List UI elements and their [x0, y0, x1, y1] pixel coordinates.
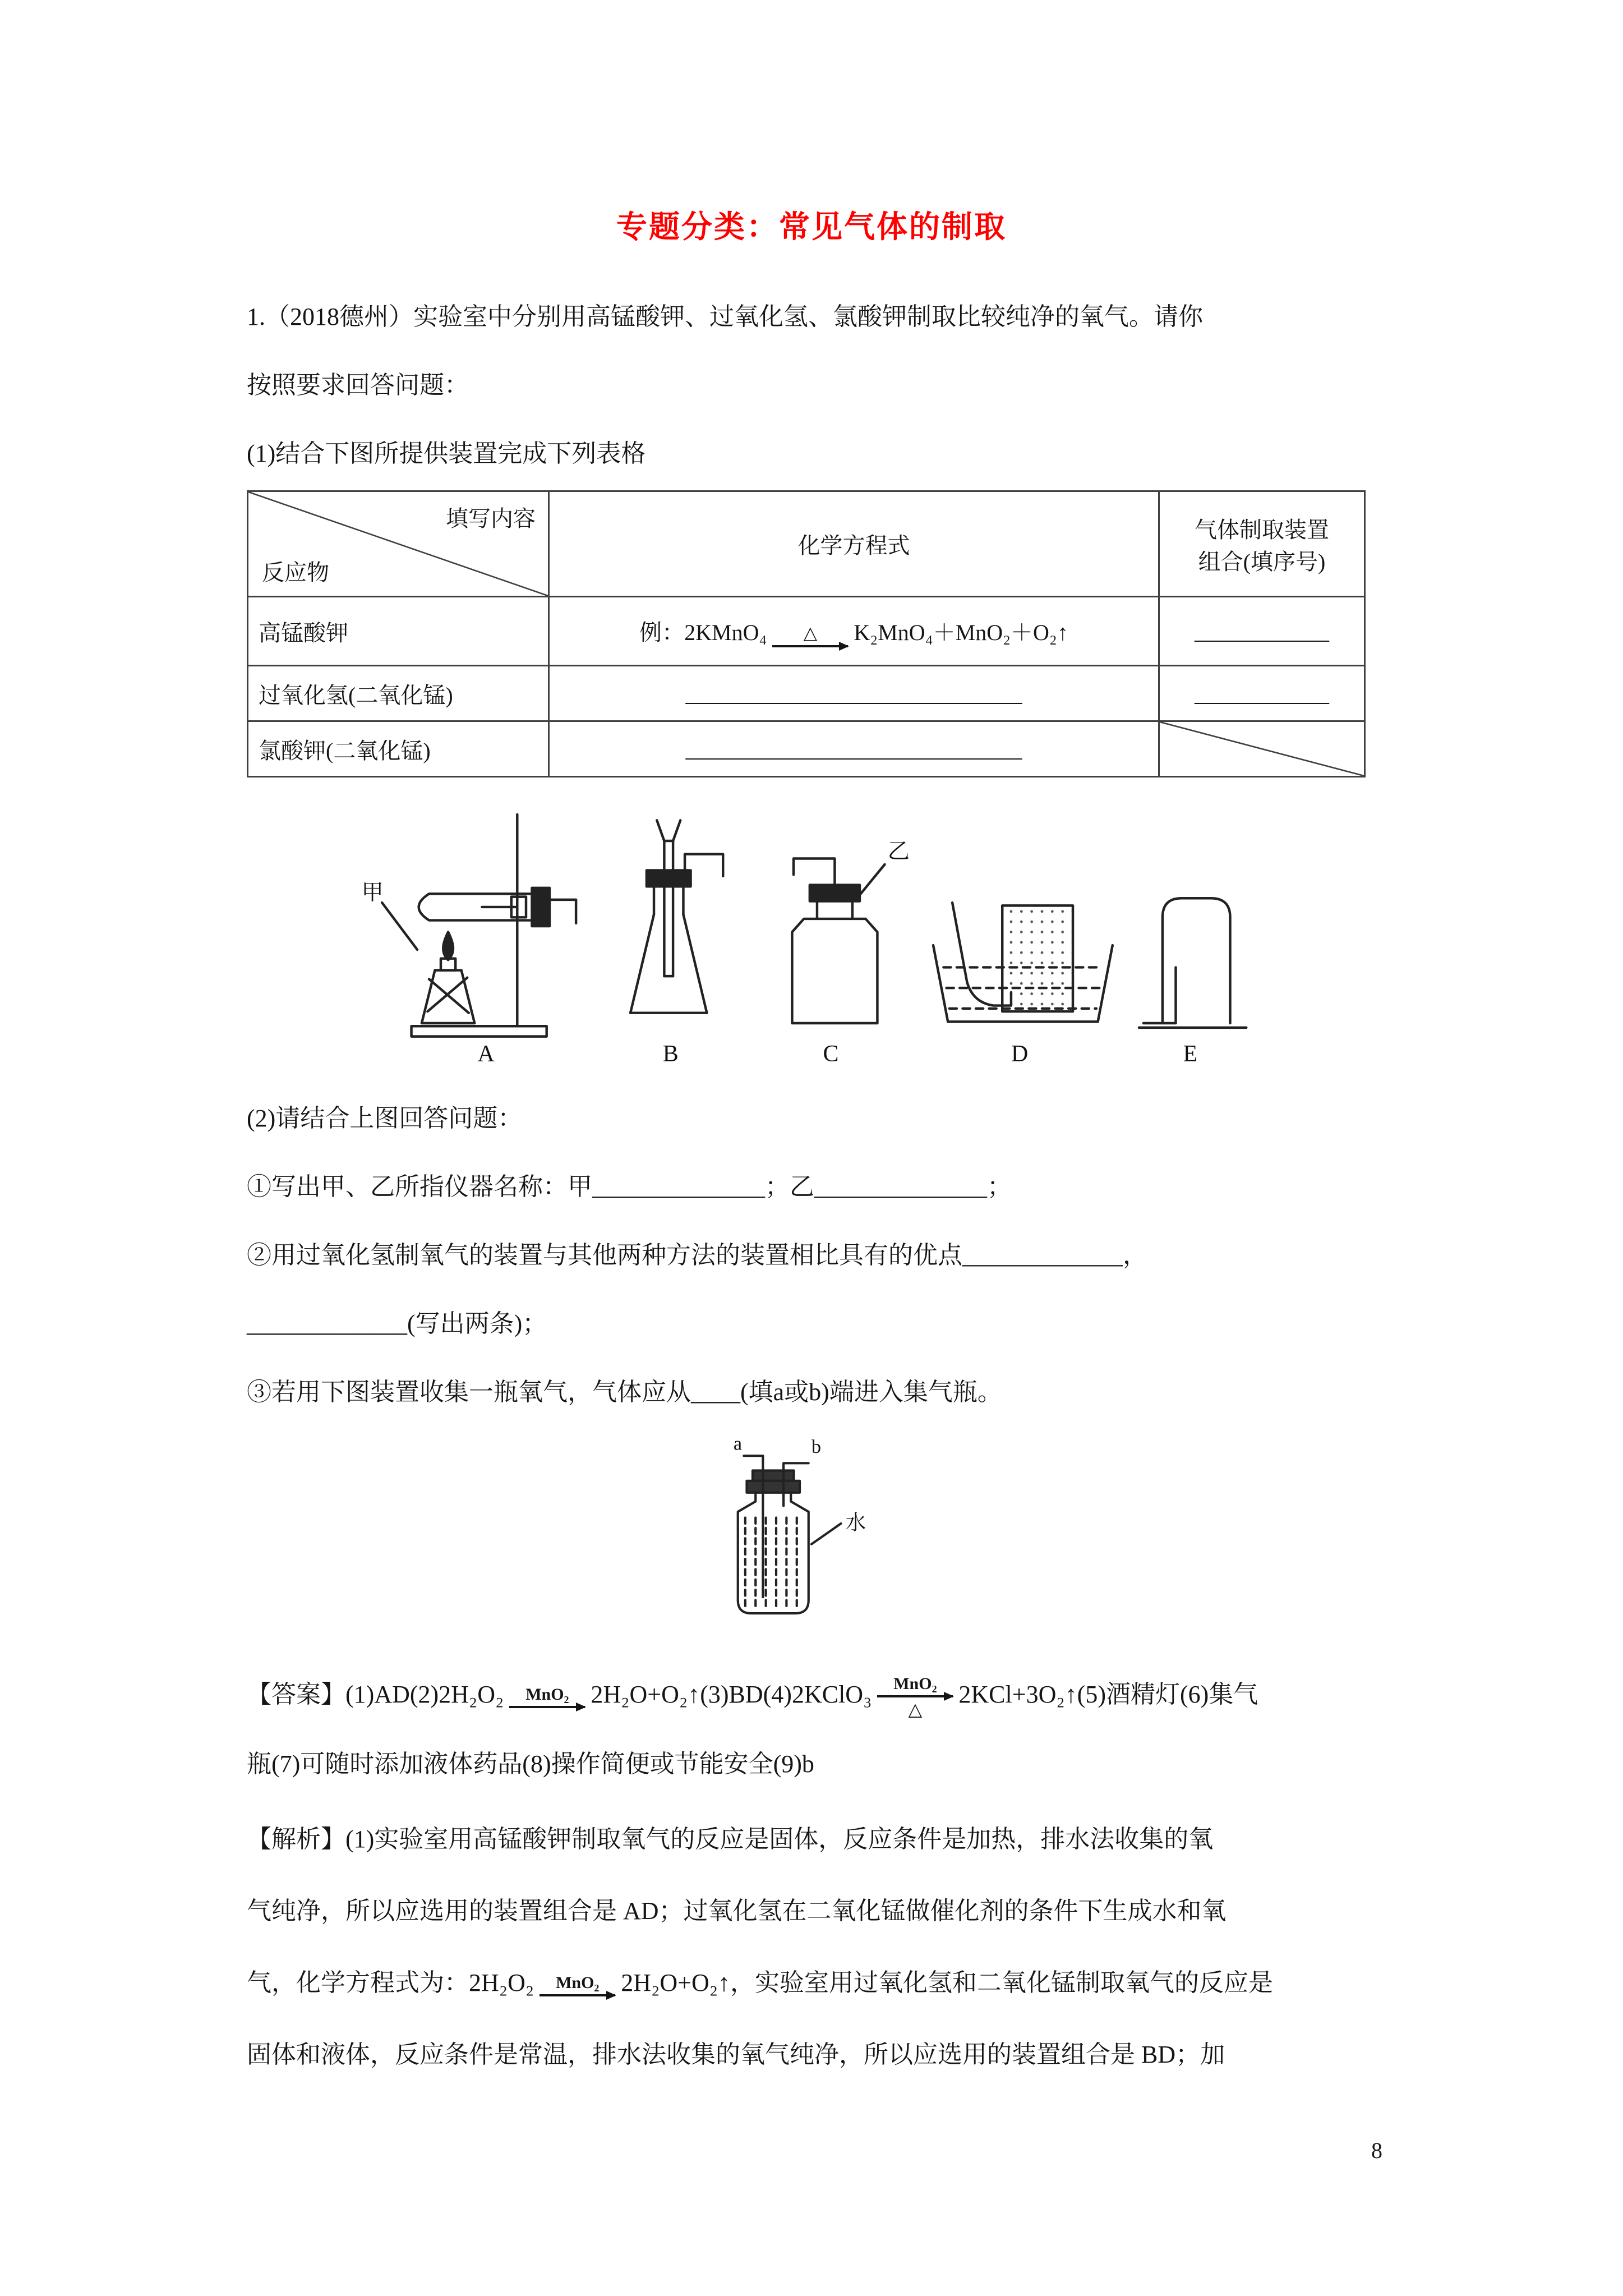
apparatus-a-heating-setup [382, 815, 576, 1037]
lamp-flame [443, 932, 453, 960]
part2-q2-line1: ②用过氧化氢制氧气的装置与其他两种方法的装置相比具有的优点_____________， [247, 1241, 1147, 1269]
tube-a-label: a [733, 1433, 743, 1455]
flask-stopper [647, 870, 691, 886]
reaction-arrow-mno2 [509, 1685, 585, 1708]
arrow-line [540, 1994, 615, 1996]
answer-section [247, 1660, 1376, 1799]
page-title: 专题分类：常见气体的制取 [616, 210, 1007, 244]
answer-seg3: 2KCl+3O₂↑(5)酒精灯(6)集气 [958, 1681, 1258, 1708]
bottle-stopper-band-2 [747, 1481, 800, 1493]
arrow-line [509, 1706, 585, 1708]
device-column-header [1159, 491, 1365, 597]
corner-label-top: 填写内容 [446, 506, 536, 531]
apparatus-figure [247, 806, 1364, 1070]
reaction-arrow-mno2 [540, 1973, 615, 1996]
tube-b-label: b [811, 1436, 822, 1457]
analysis-line3-seg2: 2H₂O+O₂↑，实验室用过氧化氢和二氧化锰制取氧气的反应是 [621, 1969, 1274, 1996]
apparatus-letter-a: A [477, 1041, 495, 1068]
arrow-condition-delta: △ [908, 1699, 923, 1719]
table-header-row [248, 491, 1365, 597]
apparatus-letter-c: C [823, 1041, 839, 1068]
answer-seg1: 【答案】(1)AD(2)2H₂O₂ [247, 1681, 504, 1708]
apparatus-b-flask-funnel [630, 820, 723, 1013]
collection-bottle-figure [694, 1432, 929, 1646]
device-header-line1: 气体制取装置 [1195, 517, 1329, 542]
equation-example-products: K₂MnO₄＋MnO₂＋O₂↑ [854, 620, 1068, 646]
question-intro [247, 283, 1376, 488]
arrow-condition-mno2: MnO₂ [893, 1674, 937, 1693]
test-tube-stopper [532, 888, 549, 926]
arrow-condition-mno2: MnO₂ [525, 1685, 569, 1704]
reactant-h2o2: 过氧化氢(二氧化锰) [248, 666, 549, 721]
equation-column-header: 化学方程式 [549, 491, 1159, 597]
water-label: 水 [845, 1511, 866, 1534]
reactant-kmno4: 高锰酸钾 [248, 597, 549, 666]
table-row-kmno4 [248, 597, 1365, 666]
answer-line-1 [247, 1660, 1376, 1729]
reactant-kclo3: 氯酸钾(二氧化锰) [248, 721, 549, 777]
apparatus-d-water-trough [933, 903, 1113, 1022]
page-number: 8 [1371, 2138, 1382, 2163]
blank-underline: ______________________________ [685, 736, 1022, 762]
arrow-condition-delta: △ [803, 622, 818, 643]
label-yi: 乙 [887, 839, 910, 864]
corner-label-bottom: 反应物 [262, 560, 329, 585]
bottle-stopper [810, 885, 860, 901]
answer-line-2: 瓶(7)可随时添加液体药品(8)操作简便或节能安全(9)b [247, 1750, 814, 1778]
table-row-kclo3 [248, 721, 1365, 777]
equation-blank-cell-1 [549, 666, 1159, 721]
part1-caption: (1)结合下图所提供装置完成下列表格 [247, 440, 646, 467]
equation-blank-cell-2 [549, 721, 1159, 777]
analysis-line-4: 固体和液体，反应条件是常温，排水法收集的氧气纯净，所以应选用的装置组合是 BD；加 [247, 2041, 1225, 2068]
arrow-condition-mno2: MnO₂ [556, 1973, 600, 1993]
part2-heading: (2)请结合上图回答问题： [247, 1105, 523, 1132]
bottle-stopper-band-1 [753, 1470, 794, 1480]
analysis-line3-seg1: 气，化学方程式为：2H₂O₂ [247, 1969, 534, 1996]
funnel-top [657, 820, 680, 841]
equation-example-reactant: 2KMnO₄ [684, 620, 767, 646]
apparatus-letter-b: B [662, 1041, 679, 1068]
blank-underline: ______________________________ [685, 680, 1022, 706]
arrow-line [772, 645, 848, 647]
intro-line-2: 按照要求回答问题： [247, 371, 469, 399]
analysis-line-3 [247, 1947, 1376, 2019]
apparatus-c-gas-bottle [792, 858, 884, 1023]
intro-line-1: 1.（2018德州）实验室中分别用高锰酸钾、过氧化氢、氯酸钾制取比较纯净的氧气。请你 [247, 303, 1203, 330]
table-row-h2o2 [248, 666, 1365, 721]
reaction-arrow-delta [772, 623, 848, 647]
collecting-bottle [1002, 905, 1073, 1011]
equation-table [247, 490, 1366, 777]
device-blank-cell-2 [1159, 666, 1365, 721]
cell-diagonal-line [1160, 722, 1364, 776]
apparatus-letter-e: E [1183, 1041, 1198, 1068]
equation-example-cell [549, 597, 1159, 666]
apparatus-e-gas-jar [1139, 898, 1246, 1028]
answer-seg2: 2H₂O+O₂↑(3)BD(4)2KClO₃ [591, 1681, 872, 1708]
device-blank-cell-1 [1159, 597, 1365, 666]
part2-q1: ①写出甲、乙所指仪器名称：甲______________；乙______________； [247, 1173, 1012, 1200]
blank-underline: ____________ [1195, 680, 1329, 706]
stand-base [412, 1026, 547, 1036]
crossed-out-cell [1159, 721, 1365, 777]
label-jia: 甲 [361, 880, 384, 905]
device-header-line2: 组合(填序号) [1198, 549, 1326, 574]
apparatus-letter-d: D [1011, 1041, 1029, 1068]
blank-underline: ____________ [1195, 618, 1329, 644]
analysis-line-1: 【解析】(1)实验室用高锰酸钾制取氧气的反应是固体，反应条件是加热，排水法收集的氧 [247, 1825, 1214, 1853]
part2-questions [247, 1084, 1376, 1427]
table-corner-cell [248, 491, 549, 597]
analysis-section [247, 1803, 1376, 2091]
part2-q2-line2: _____________(写出两条)； [247, 1310, 547, 1337]
analysis-line-2: 气纯净，所以应选用的装置组合是 AD；过氧化氢在二氧化锰做催化剂的条件下生成水和氧 [247, 1897, 1227, 1925]
reaction-arrow-mno2-delta [877, 1674, 953, 1719]
arrow-line [877, 1695, 953, 1697]
equation-example-prefix: 例： [639, 620, 685, 646]
part2-q3: ③若用下图装置收集一瓶氧气，气体应从____(填a或b)端进入集气瓶。 [247, 1378, 1002, 1406]
